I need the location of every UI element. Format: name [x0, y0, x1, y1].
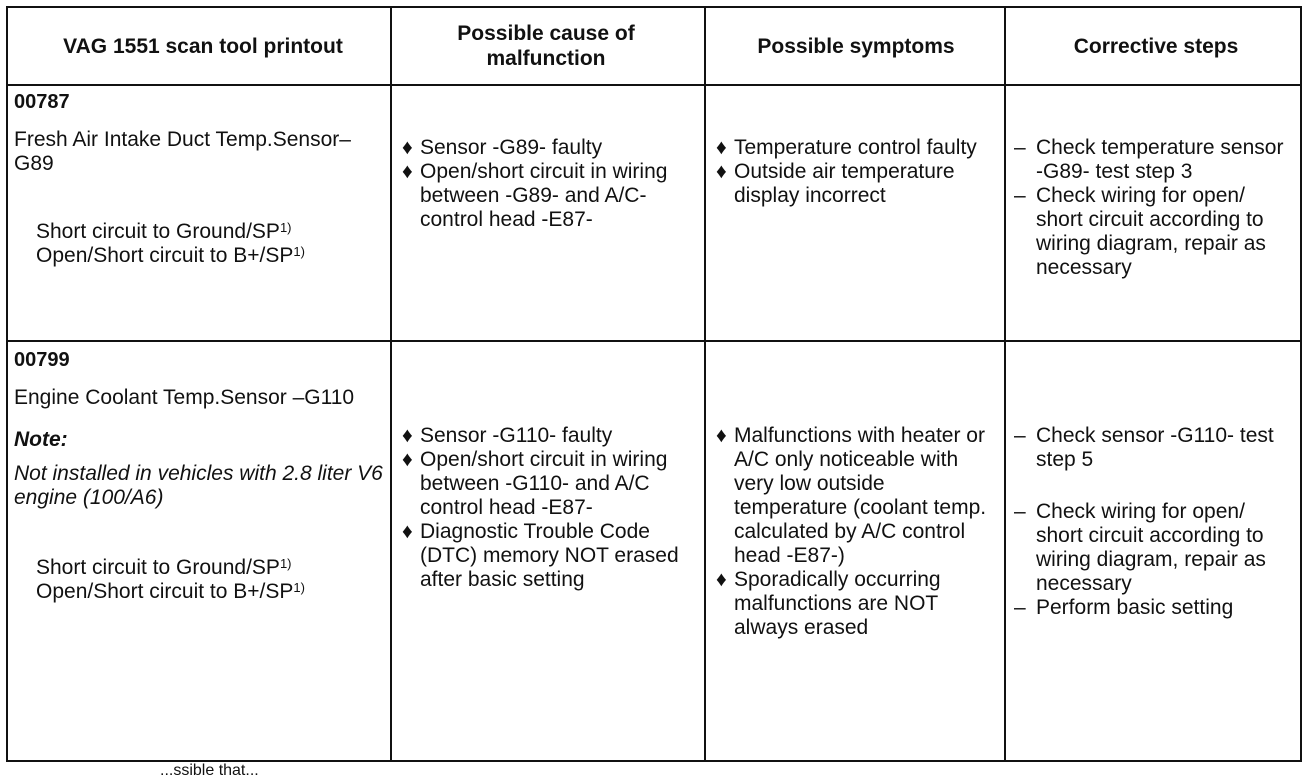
footnote-fragment: ...ssible that... [160, 762, 259, 779]
row-00799-steps [1012, 424, 1294, 620]
list-item: ♦ Outside air temperature display incorrect [716, 160, 955, 207]
fault-name: Fresh Air Intake Duct Temp.Sensor–G89 [14, 128, 351, 175]
fault-name: Engine Coolant Temp.Sensor –G110 [14, 386, 355, 409]
list-item: ♦ Malfunctions with heater or A/C only noticeable with very low outside temperature (coolant temp. calculated by A/C control head -E87-) [716, 424, 987, 567]
note-heading: Note: [14, 428, 68, 451]
list-item: – Check sensor -G110- test step 5 [1014, 424, 1274, 471]
header-divider [8, 84, 1300, 86]
diagnostic-table [6, 6, 1302, 762]
column-divider [1004, 8, 1006, 760]
fault-code: 00787 [14, 91, 70, 113]
list-item: ♦ Open/short circuit in wiring between -G89- and A/C-control head -E87- [402, 160, 668, 231]
row-00787-causes [400, 136, 696, 232]
list-item: – Check wiring for open/ short circuit according to wiring diagram, repair as necessary [1014, 500, 1266, 595]
list-item: – Check wiring for open/ short circuit according to wiring diagram, repair as necessary [1014, 184, 1266, 279]
row-00787-symptoms [714, 136, 996, 208]
header-scan-tool-printout: VAG 1551 scan tool printout [63, 34, 343, 58]
fault-type-short-ground: Short circuit to Ground/SP$^{1)}$ [36, 220, 292, 243]
list-item: ♦ Temperature control faulty [716, 136, 977, 159]
column-divider [704, 8, 706, 760]
row-00799-printout [14, 348, 388, 604]
column-divider [390, 8, 392, 760]
note-text: Not installed in vehicles with 2.8 liter V6 engine (100/A6) [14, 462, 383, 509]
list-item: – Check temperature sensor -G89- test step 3 [1014, 136, 1284, 183]
list-item: ♦ Diagnostic Trouble Code (DTC) memory NOT erased after basic setting [402, 520, 679, 591]
row-00787-steps [1012, 136, 1294, 280]
list-item: ♦ Sensor -G89- faulty [402, 136, 603, 159]
row-divider [8, 340, 1300, 342]
header-corrective-steps: Corrective steps [1073, 34, 1239, 58]
list-item: – Perform basic setting [1014, 596, 1234, 619]
list-item: ♦ Open/short circuit in wiring between -G110- and A/C control head -E87- [402, 448, 668, 519]
row-00799-symptoms [714, 424, 996, 640]
list-item: ♦ Sensor -G110- faulty [402, 424, 613, 447]
fault-type-short-ground: Short circuit to Ground/SP$^{1)}$ [36, 556, 292, 579]
row-00799-causes [400, 424, 696, 592]
row-00787-printout [14, 90, 384, 268]
header-possible-symptoms: Possible symptoms [757, 34, 955, 58]
fault-type-open-short: Open/Short circuit to $B+/SP^{1)}$ [36, 580, 305, 603]
fault-code: 00799 [14, 349, 70, 371]
list-item: ♦ Sporadically occurring malfunctions are NOT always erased [716, 568, 941, 639]
fault-type-open-short: Open/Short circuit to $B+/SP^{1)}$ [36, 244, 305, 267]
header-possible-cause: Possible cause of malfunction [457, 22, 635, 70]
